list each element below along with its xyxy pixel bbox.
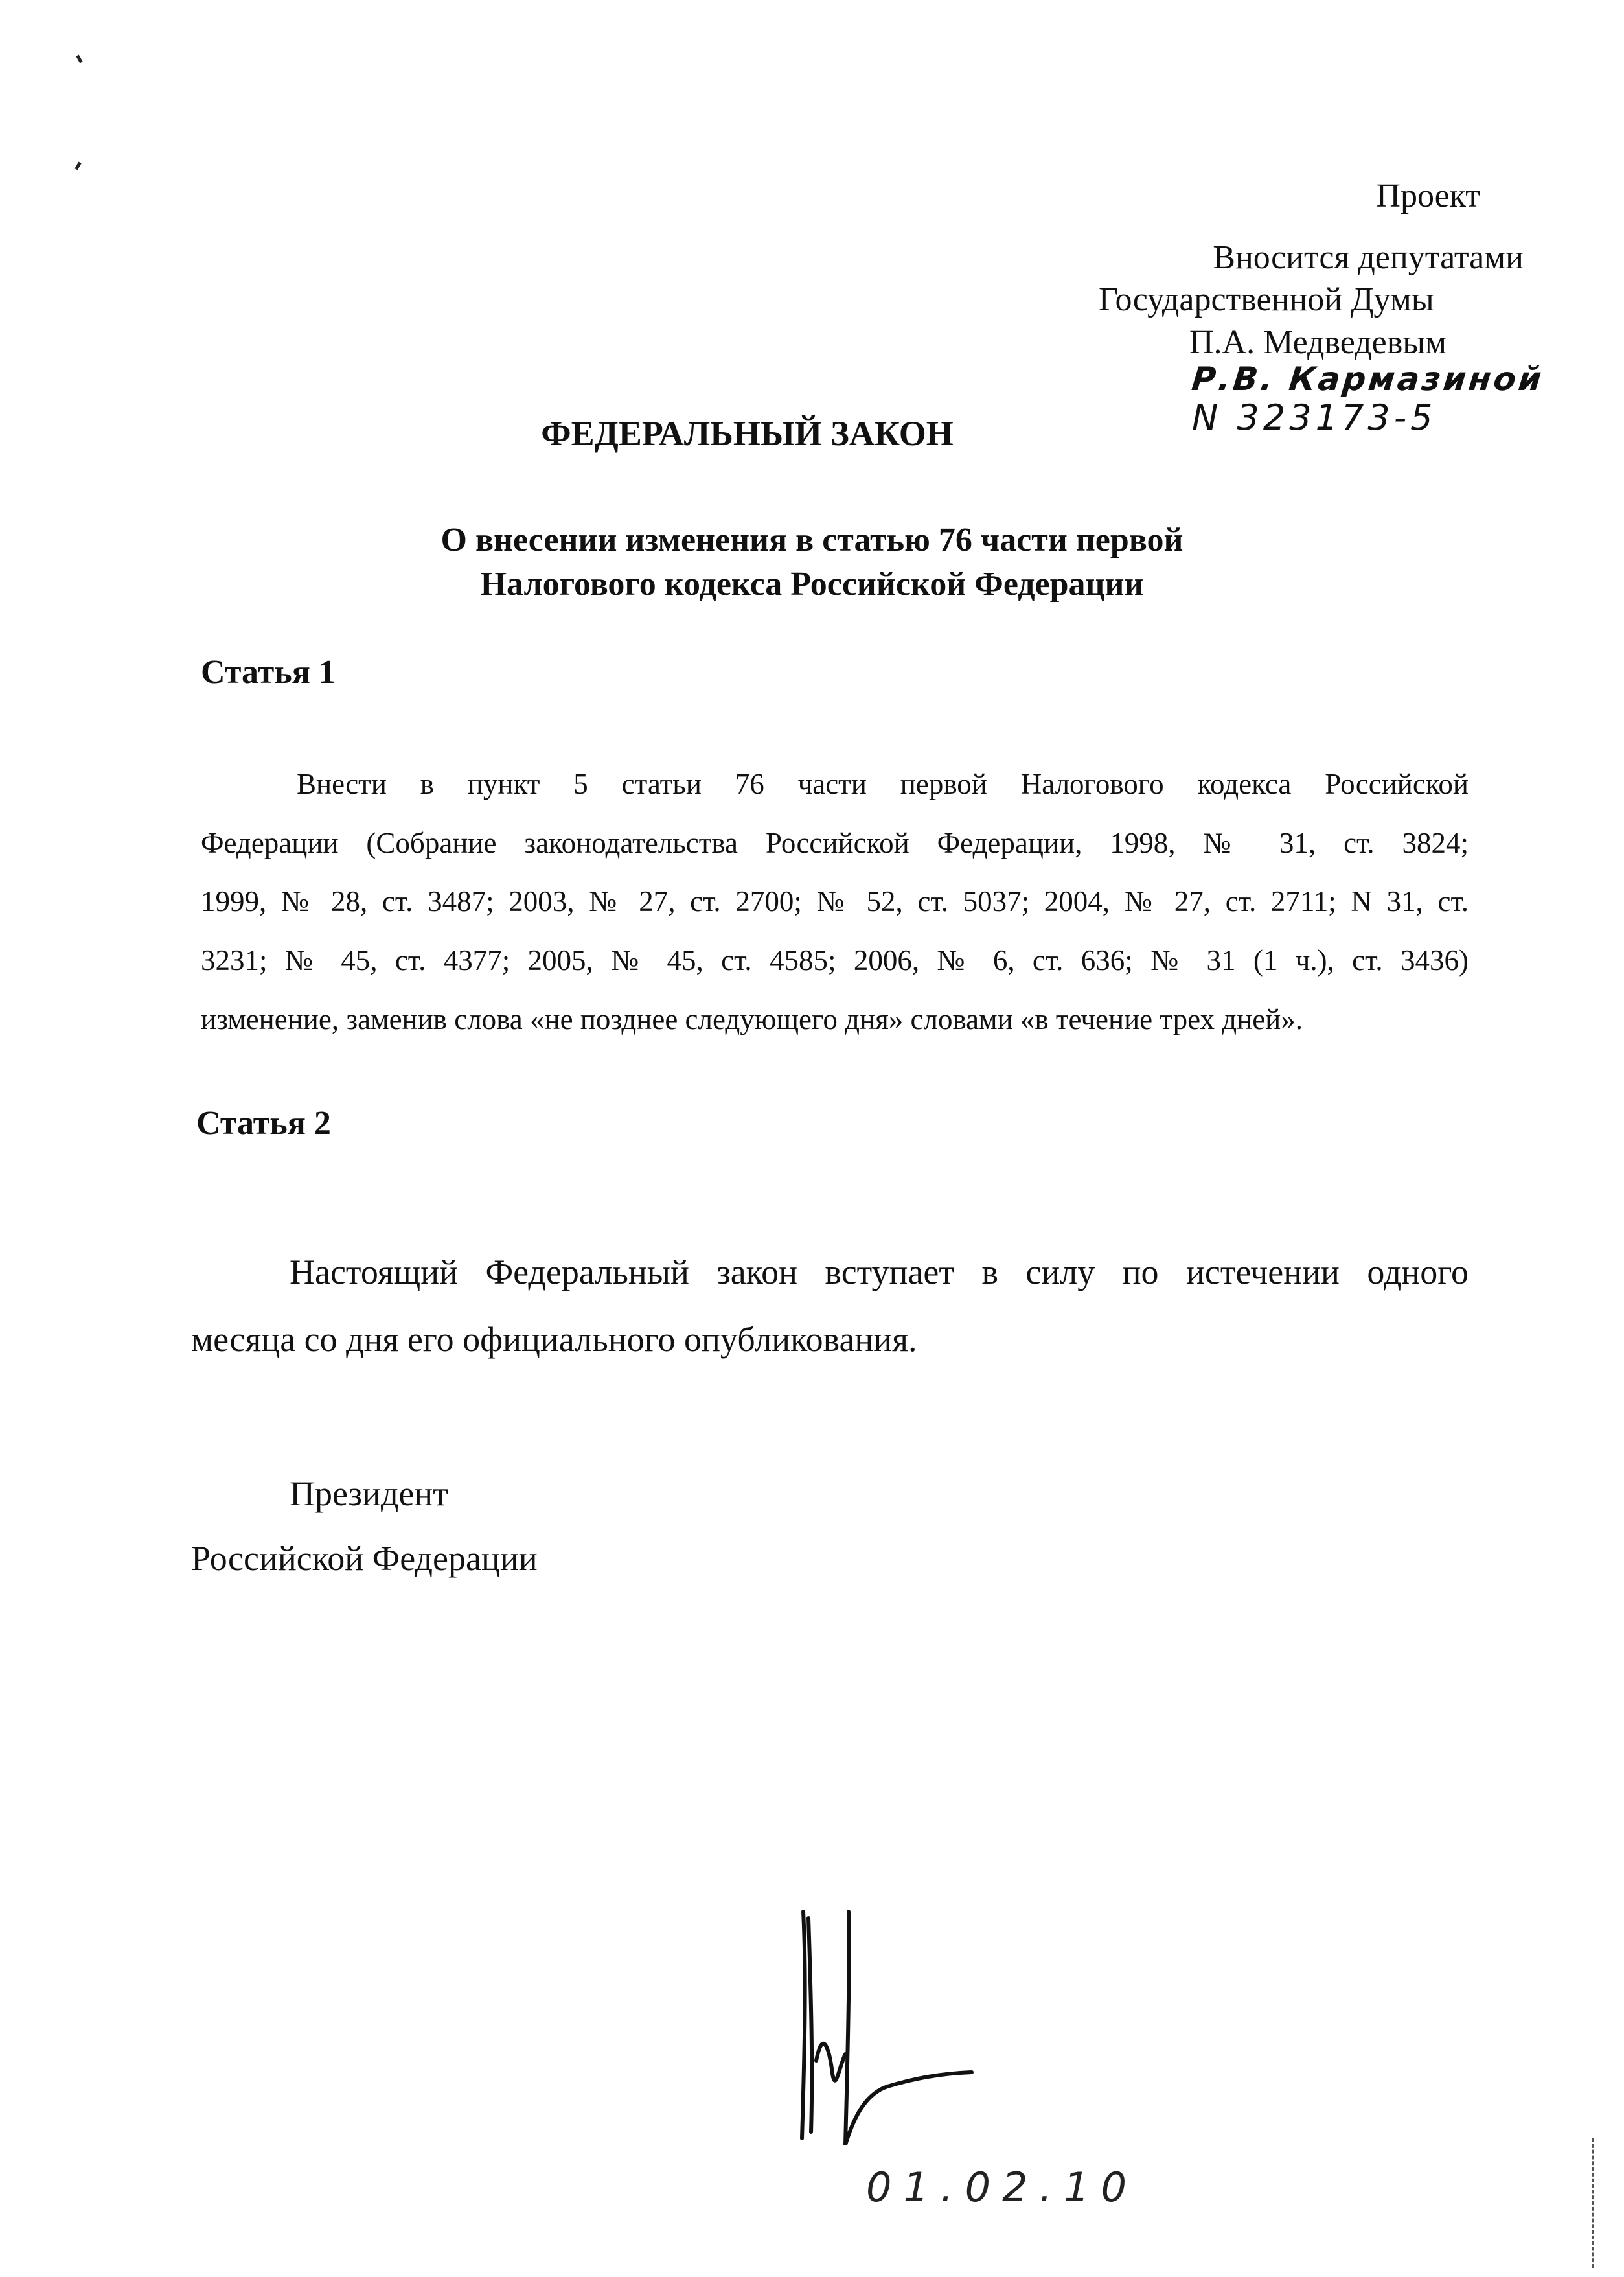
draft-label: Проект [1376, 178, 1480, 214]
article-2-line: Настоящий Федеральный закон вступает в силу по истечении одного [290, 1253, 1469, 1291]
article-1-line: 3231; № 45, ст. 4377; 2005, № 45, ст. 4585; 2006, № 6, ст. 636; № 31 (1 ч.), ст. 3436) [201, 944, 1469, 977]
scan-speck [74, 162, 81, 170]
scan-speck [76, 55, 82, 64]
article-2-heading: Статья 2 [196, 1105, 331, 1142]
article-1-line: 1999, № 28, ст. 3487; 2003, № 27, ст. 2700; № 52, ст. 5037; 2004, № 27, ст. 2711; N 31, ст. [201, 885, 1469, 918]
article-1-line: Федерации (Собрание законодательства Российской Федерации, 1998, № 31, ст. 3824; [201, 827, 1469, 859]
submitted-by-line-2: Государственной Думы [1099, 281, 1434, 318]
document-title-line-2: Налогового кодекса Российской Федерации [480, 566, 1144, 603]
document-title-line-1: О внесении изменения в статью 76 части первой [440, 522, 1184, 559]
document-type-title: ФЕДЕРАЛЬНЫЙ ЗАКОН [541, 414, 954, 453]
handwritten-number: N 323173-5 [1192, 397, 1437, 438]
article-1-line: Внести в пункт 5 статьи 76 части первой Налогового кодекса Российской [297, 768, 1469, 800]
handwritten-date: 01.02.10 [866, 2164, 1139, 2211]
article-2-line: месяца со дня его официального опубликования. [191, 1320, 917, 1359]
submitted-by-line-3: П.А. Медведевым [1189, 324, 1447, 361]
article-1-heading: Статья 1 [201, 654, 336, 691]
handwritten-name: Р.В. Кармазиной [1189, 360, 1546, 398]
signatory-country: Российской Федерации [191, 1539, 538, 1578]
signatory-title: Президент [290, 1474, 448, 1513]
signature [777, 1899, 985, 2158]
scan-edge-mark [1592, 2138, 1596, 2268]
submitted-by-line-1: Вносится депутатами [1213, 239, 1524, 276]
article-1-line: изменение, заменив слова «не позднее следующего дня» словами «в течение трех дней». [201, 1003, 1303, 1035]
